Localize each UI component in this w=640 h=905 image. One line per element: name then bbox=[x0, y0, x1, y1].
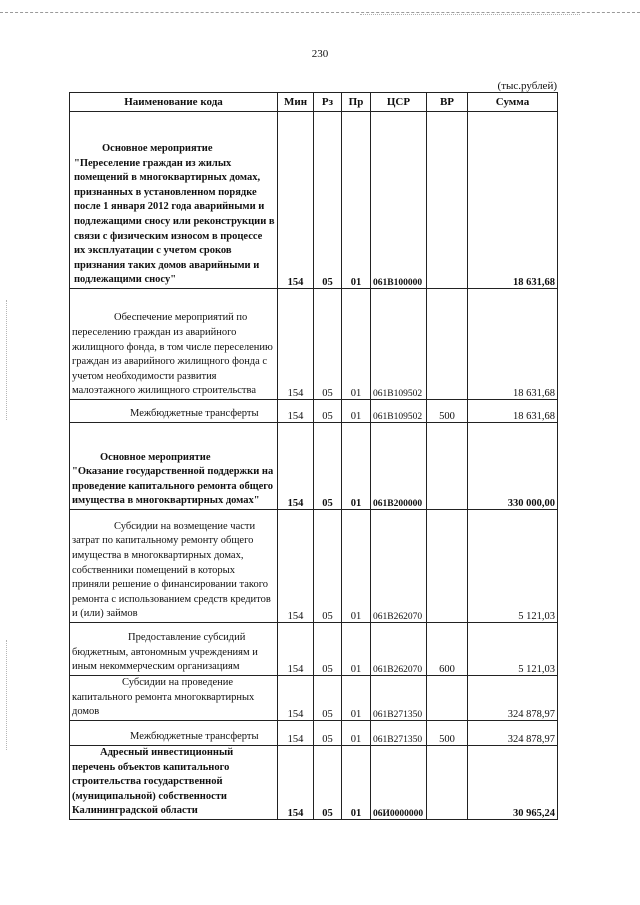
table-row bbox=[70, 721, 558, 746]
row-sum: 18 631,68 bbox=[468, 400, 558, 423]
row-vr bbox=[427, 746, 468, 820]
header-name: Наименование кода bbox=[70, 93, 278, 112]
row-vr: 600 bbox=[427, 623, 468, 676]
row-csr: 061В262070 bbox=[371, 623, 427, 676]
row-sum: 5 121,03 bbox=[468, 623, 558, 676]
table-row bbox=[70, 289, 558, 400]
row-csr: 061В109502 bbox=[371, 289, 427, 400]
row-min: 154 bbox=[278, 400, 314, 423]
row-vr bbox=[427, 289, 468, 400]
row-csr: 061В262070 bbox=[371, 510, 427, 623]
row-csr: 061В100000 bbox=[371, 112, 427, 289]
row-pr: 01 bbox=[342, 510, 371, 623]
scan-edge-line-2 bbox=[360, 14, 580, 15]
scan-margin-mark-2 bbox=[6, 640, 7, 750]
row-min: 154 bbox=[278, 623, 314, 676]
table-row bbox=[70, 112, 558, 289]
row-name: Межбюджетные трансферты bbox=[70, 400, 278, 423]
row-pr: 01 bbox=[342, 289, 371, 400]
row-rz: 05 bbox=[314, 423, 342, 510]
header-vr: ВР bbox=[427, 93, 468, 112]
header-pr: Пр bbox=[342, 93, 371, 112]
row-sum: 330 000,00 bbox=[468, 423, 558, 510]
row-rz: 05 bbox=[314, 112, 342, 289]
row-sum: 18 631,68 bbox=[468, 112, 558, 289]
row-name: Субсидии на возмещение части затрат по капитальному ремонту общего имущества в многоквартирных домах, собственники помещений в которых приняли решение о финансировании такого ремонта с использованием средств кредитов и (или) займов bbox=[70, 510, 278, 623]
row-pr: 01 bbox=[342, 676, 371, 721]
row-min: 154 bbox=[278, 746, 314, 820]
row-pr: 01 bbox=[342, 400, 371, 423]
table-header-row bbox=[70, 93, 558, 112]
row-rz: 05 bbox=[314, 623, 342, 676]
row-csr: 06И0000000 bbox=[371, 746, 427, 820]
row-rz: 05 bbox=[314, 289, 342, 400]
table-row bbox=[70, 623, 558, 676]
table-row bbox=[70, 510, 558, 623]
row-sum: 324 878,97 bbox=[468, 721, 558, 746]
row-name: Обеспечение мероприятий по переселению граждан из аварийного жилищного фонда, в том числе переселению граждан из аварийного жилищного фонда с учетом необходимости развития малоэтажного жилищного строительства bbox=[70, 289, 278, 400]
row-name: Предоставление субсидий бюджетным, автономным учреждениям и иным некоммерческим организациям bbox=[70, 623, 278, 676]
row-min: 154 bbox=[278, 112, 314, 289]
scan-margin-mark bbox=[6, 300, 7, 420]
row-sum: 5 121,03 bbox=[468, 510, 558, 623]
row-rz: 05 bbox=[314, 746, 342, 820]
row-name: Основное мероприятие "Переселение граждан из жилых помещений в многоквартирных домах, признанных в установленном порядке после 1 января 2012 года аварийными и подлежащими сносу или реконструкции в связи с физическим износом в процессе их эксплуатации с учетом сроков признания таких домов аварийными и подлежащими сносу" bbox=[70, 112, 278, 289]
row-csr: 061В271350 bbox=[371, 721, 427, 746]
row-name: Субсидии на проведение капитального ремонта многоквартирных домов bbox=[70, 676, 278, 721]
row-sum: 324 878,97 bbox=[468, 676, 558, 721]
row-pr: 01 bbox=[342, 112, 371, 289]
header-csr: ЦСР bbox=[371, 93, 427, 112]
row-pr: 01 bbox=[342, 623, 371, 676]
scan-edge-line bbox=[0, 12, 640, 13]
row-vr bbox=[427, 510, 468, 623]
row-min: 154 bbox=[278, 721, 314, 746]
units-label: (тыс.рублей) bbox=[497, 80, 557, 92]
table-row bbox=[70, 400, 558, 423]
budget-table bbox=[69, 92, 558, 820]
row-min: 154 bbox=[278, 289, 314, 400]
row-pr: 01 bbox=[342, 423, 371, 510]
row-min: 154 bbox=[278, 676, 314, 721]
row-pr: 01 bbox=[342, 746, 371, 820]
header-sum: Сумма bbox=[468, 93, 558, 112]
row-min: 154 bbox=[278, 510, 314, 623]
row-csr: 061В271350 bbox=[371, 676, 427, 721]
row-name: Основное мероприятие "Оказание государственной поддержки на проведение капитального ремонта общего имущества в многоквартирных домах" bbox=[70, 423, 278, 510]
row-csr: 061В200000 bbox=[371, 423, 427, 510]
row-rz: 05 bbox=[314, 676, 342, 721]
row-pr: 01 bbox=[342, 721, 371, 746]
header-min: Мин bbox=[278, 93, 314, 112]
header-rz: Рз bbox=[314, 93, 342, 112]
row-vr bbox=[427, 676, 468, 721]
row-vr: 500 bbox=[427, 721, 468, 746]
table-row bbox=[70, 676, 558, 721]
page-number: 230 bbox=[311, 48, 329, 60]
table-row bbox=[70, 423, 558, 510]
row-rz: 05 bbox=[314, 400, 342, 423]
row-rz: 05 bbox=[314, 510, 342, 623]
row-sum: 18 631,68 bbox=[468, 289, 558, 400]
row-sum: 30 965,24 bbox=[468, 746, 558, 820]
row-vr bbox=[427, 112, 468, 289]
table-row bbox=[70, 746, 558, 820]
row-vr bbox=[427, 423, 468, 510]
row-csr: 061В109502 bbox=[371, 400, 427, 423]
row-name: Межбюджетные трансферты bbox=[70, 721, 278, 746]
row-rz: 05 bbox=[314, 721, 342, 746]
row-vr: 500 bbox=[427, 400, 468, 423]
row-min: 154 bbox=[278, 423, 314, 510]
row-name: Адресный инвестиционный перечень объектов капитального строительства государственной (муниципальной) собственности Калининградской области bbox=[70, 746, 278, 820]
